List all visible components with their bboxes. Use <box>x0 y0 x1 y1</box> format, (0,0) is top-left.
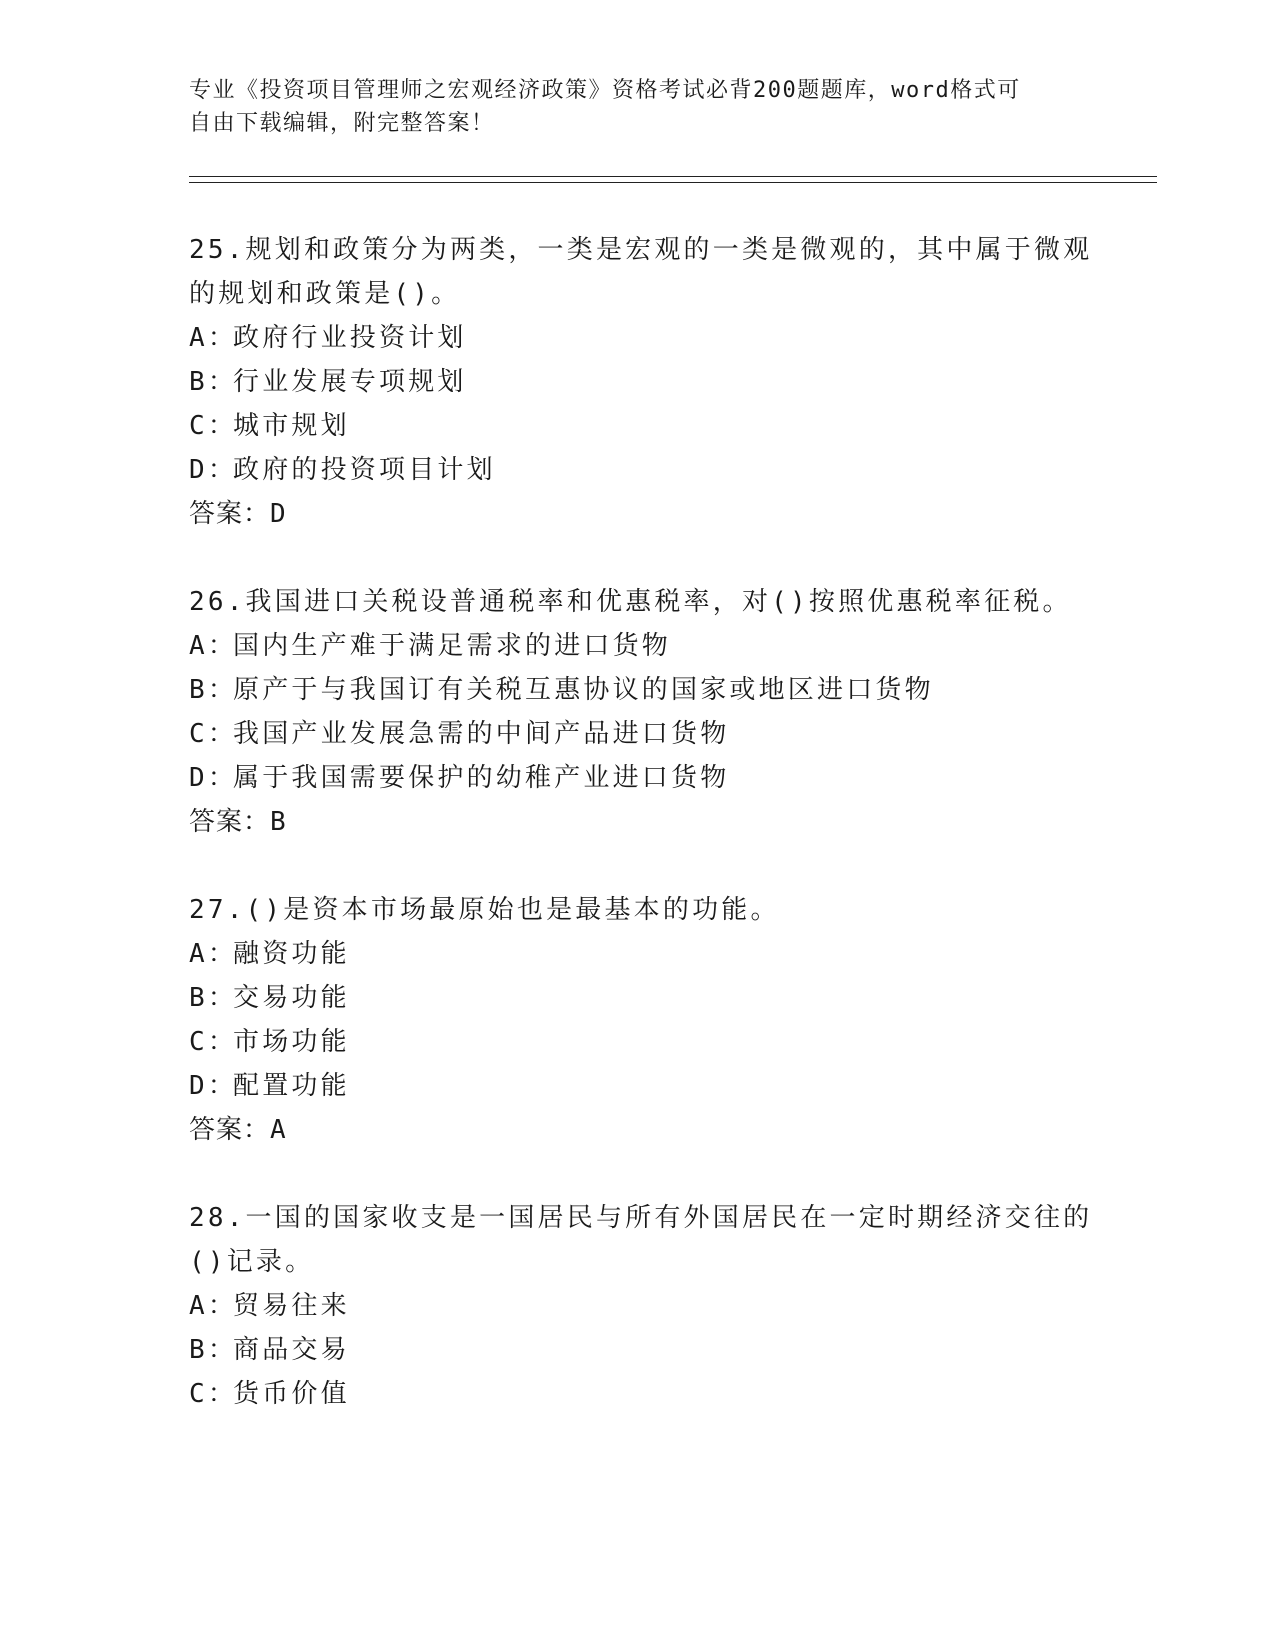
question-25-option-b <box>189 360 467 404</box>
option-key: A： <box>189 1291 238 1321</box>
option-key: A： <box>189 939 238 969</box>
option-key: D： <box>189 1071 238 1101</box>
question-26-answer <box>189 800 287 844</box>
question-28-option-a <box>189 1284 350 1328</box>
question-25-option-d <box>189 448 496 492</box>
option-key: B： <box>189 1335 238 1365</box>
answer-label: 答案： <box>189 1115 271 1145</box>
question-text-line: 28.一国的国家收支是一国居民与所有外国居民在一定时期经济交往的 <box>189 1203 1093 1233</box>
option-key: C： <box>189 1027 238 1057</box>
question-28-option-b <box>189 1328 350 1372</box>
question-26-option-d <box>189 756 729 800</box>
option-text: 贸易往来 <box>233 1291 350 1321</box>
option-text: 行业发展专项规划 <box>233 367 467 397</box>
answer-value: B <box>270 807 287 837</box>
answer-value: D <box>270 499 287 529</box>
option-key: A： <box>189 323 238 353</box>
answer-label: 答案： <box>189 499 271 529</box>
question-26-option-b <box>189 668 934 712</box>
question-25-text <box>189 228 1093 316</box>
option-text: 融资功能 <box>233 939 350 969</box>
option-key: D： <box>189 763 238 793</box>
option-text: 配置功能 <box>233 1071 350 1101</box>
header-divider-top <box>189 176 1157 177</box>
question-27-text <box>189 888 1089 932</box>
option-key: A： <box>189 631 238 661</box>
question-28-option-c <box>189 1372 350 1416</box>
option-text: 政府的投资项目计划 <box>233 455 496 485</box>
option-text: 我国产业发展急需的中间产品进口货物 <box>233 719 730 749</box>
option-text: 货币价值 <box>233 1379 350 1409</box>
question-27-answer <box>189 1108 287 1152</box>
option-key: B： <box>189 675 238 705</box>
option-key: C： <box>189 1379 238 1409</box>
question-text-line: 26.我国进口关税设普通税率和优惠税率，对()按照优惠税率征税。 <box>189 587 1072 617</box>
question-text-line: 27.()是资本市场最原始也是最基本的功能。 <box>189 895 780 925</box>
question-text-line: ()记录。 <box>189 1247 315 1277</box>
header-line-2: 自由下载编辑，附完整答案！ <box>189 111 495 136</box>
option-text: 交易功能 <box>233 983 350 1013</box>
question-27-option-d <box>189 1064 350 1108</box>
header-line-1: 专业《投资项目管理师之宏观经济政策》资格考试必背200题题库，word格式可 <box>189 78 1021 103</box>
answer-label: 答案： <box>189 807 271 837</box>
option-key: C： <box>189 411 238 441</box>
option-text: 城市规划 <box>233 411 350 441</box>
document-header <box>189 74 1089 140</box>
question-26-option-a <box>189 624 671 668</box>
question-25-answer <box>189 492 287 536</box>
option-key: C： <box>189 719 238 749</box>
question-27-option-c <box>189 1020 350 1064</box>
question-25-option-c <box>189 404 350 448</box>
option-text: 市场功能 <box>233 1027 350 1057</box>
question-26-text <box>189 580 1089 624</box>
option-key: D： <box>189 455 238 485</box>
question-25-option-a <box>189 316 467 360</box>
option-text: 原产于与我国订有关税互惠协议的国家或地区进口货物 <box>233 675 934 705</box>
answer-value: A <box>270 1115 287 1145</box>
question-text-line: 的规划和政策是()。 <box>189 279 461 309</box>
option-text: 政府行业投资计划 <box>233 323 467 353</box>
question-27-option-b <box>189 976 350 1020</box>
option-text: 商品交易 <box>233 1335 350 1365</box>
header-divider-bottom <box>189 182 1157 183</box>
question-27-option-a <box>189 932 350 976</box>
question-26-option-c <box>189 712 729 756</box>
option-text: 属于我国需要保护的幼稚产业进口货物 <box>233 763 730 793</box>
option-text: 国内生产难于满足需求的进口货物 <box>233 631 672 661</box>
question-28-text <box>189 1196 1093 1284</box>
question-text-line: 25.规划和政策分为两类，一类是宏观的一类是微观的，其中属于微观 <box>189 235 1093 265</box>
option-key: B： <box>189 367 238 397</box>
option-key: B： <box>189 983 238 1013</box>
